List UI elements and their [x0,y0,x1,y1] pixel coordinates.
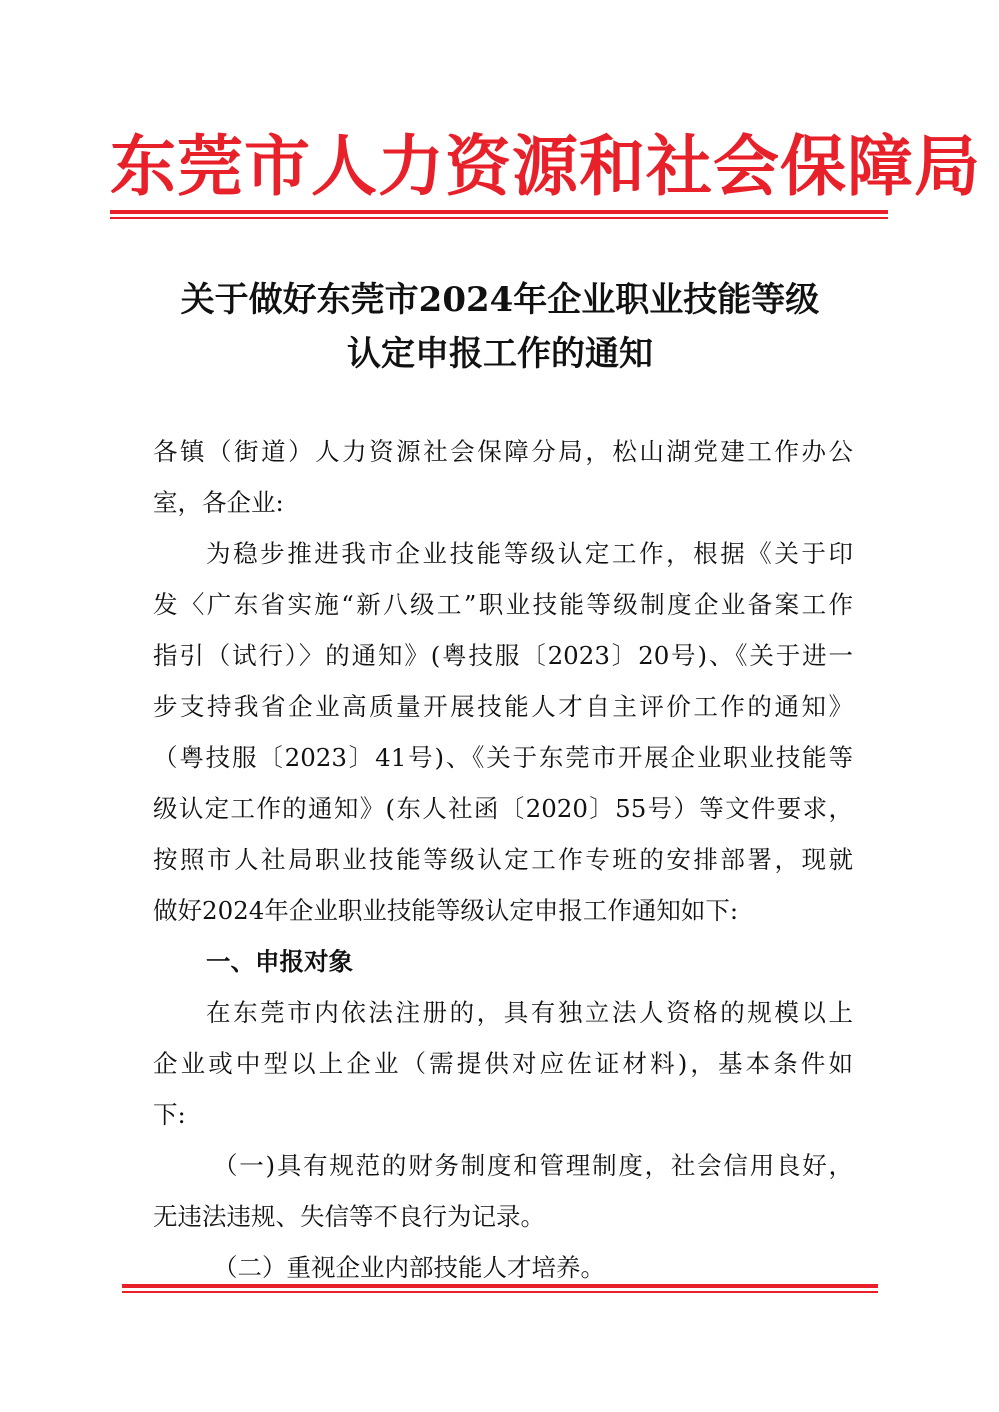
paragraph-line: 发〈广东省实施“新八级工”职业技能等级制度企业备案工作 [153,590,853,619]
title-line-2: 认定申报工作的通知 [347,334,653,374]
paragraph-line: 步支持我省企业高质量开展技能人才自主评价工作的通知》 [153,692,853,721]
footer-rule-thin [122,1291,878,1293]
paragraph-line: 级认定工作的通知》(东人社函〔2020〕55号）等文件要求， [153,794,853,823]
paragraph-line: 下: [153,1100,186,1129]
paragraph-line: 指引（试行）〉的通知》(粤技服〔2023〕20号)、《关于进一 [153,641,853,670]
paragraph-line: 为稳步推进我市企业技能等级认定工作，根据《关于印 [206,539,853,568]
document-title [120,273,880,381]
footer-rule-thick [122,1284,878,1288]
document-body [153,426,853,1293]
paragraph-line: （一)具有规范的财务制度和管理制度，社会信用良好， [213,1151,853,1180]
masthead-rule-thick [110,210,888,214]
addressee-line-1: 各镇（街道）人力资源社会保障分局，松山湖党建工作办公 [153,437,853,466]
section-heading: 一、申报对象 [206,947,353,976]
paragraph-line: 在东莞市内依法注册的，具有独立法人资格的规模以上 [206,998,853,1027]
paragraph-line: 企业或中型以上企业（需提供对应佐证材料)，基本条件如 [153,1049,853,1078]
paragraph-line: 按照市人社局职业技能等级认定工作专班的安排部署，现就 [153,845,853,874]
addressee-line-2: 室，各企业: [153,488,284,517]
paragraph-line: 做好2024年企业职业技能等级认定申报工作通知如下: [153,896,739,925]
title-line-1: 关于做好东莞市2024年企业职业技能等级 [180,280,820,320]
agency-masthead: 东莞市人力资源和社会保障局 [110,127,981,205]
paragraph-line: （二）重视企业内部技能人才培养。 [213,1253,605,1282]
masthead-rule-thin [110,217,888,219]
paragraph-line: 无违法违规、失信等不良行为记录。 [153,1202,545,1231]
paragraph-line: （粤技服〔2023〕41号)、《关于东莞市开展企业职业技能等 [153,743,853,772]
